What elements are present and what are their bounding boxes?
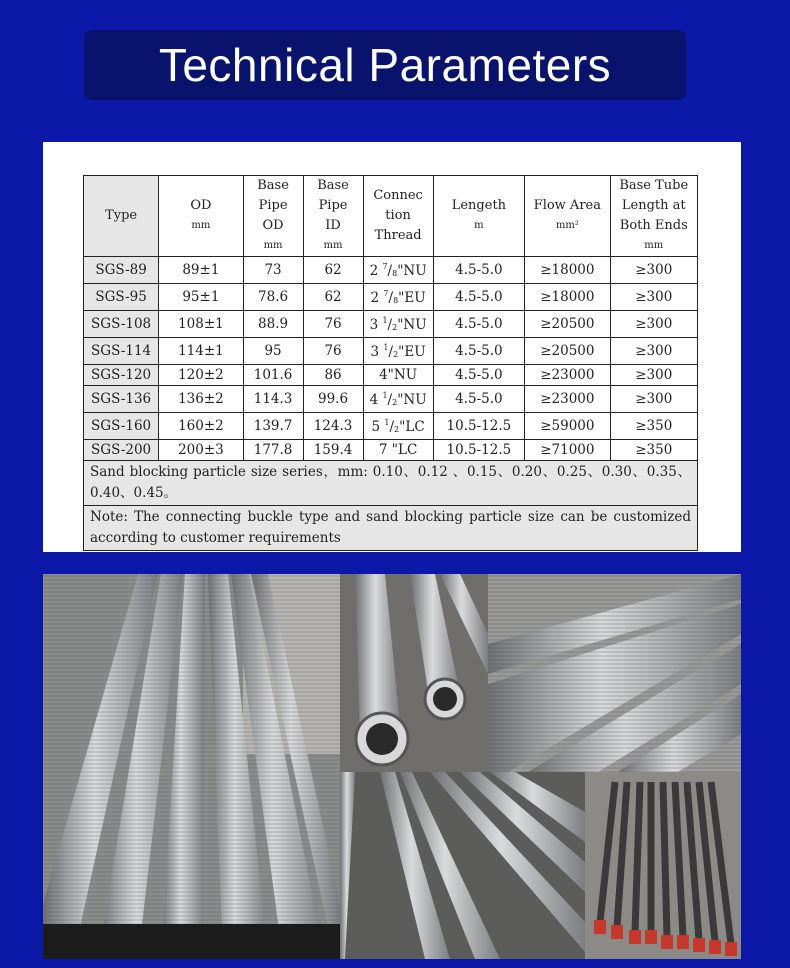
cell-od: 95±1 [159,284,243,311]
cell-od: 200±3 [159,440,243,461]
header-unit: mm [263,240,283,251]
cell-od: 120±2 [159,365,243,386]
thread-numerator: 1 [384,418,390,427]
cell-length: 4.5-5.0 [433,257,524,284]
table-row [84,386,698,413]
cell-length: 10.5-12.5 [433,440,524,461]
cell-base-id: 159.4 [303,440,363,461]
cell-length: 4.5-5.0 [433,284,524,311]
cell-ends: ≥300 [610,284,697,311]
cell-base-id: 86 [303,365,363,386]
header-unit: mm² [555,220,579,231]
cell-thread [363,365,433,386]
cell-thread [363,284,433,311]
cell-thread [363,257,433,284]
header-line: OD [262,218,284,233]
header-line: Base [317,178,349,193]
thread-whole: 4 [379,366,388,383]
cell-type: SGS-95 [84,284,159,311]
cell-flow: ≥71000 [525,440,610,461]
cell-base-od: 139.7 [243,413,303,440]
thread-suffix: "LC [387,441,418,458]
cell-od: 114±1 [159,338,243,365]
cell-base-od: 88.9 [243,311,303,338]
cell-base-od: 101.6 [243,365,303,386]
thread-denominator: 2 [392,323,398,332]
header-line: OD [190,198,212,213]
header-line: Pipe [258,198,288,213]
header-line: Length at [621,198,686,213]
cell-ends: ≥300 [610,386,697,413]
thread-denominator: 2 [392,398,398,407]
thread-suffix: "NU [397,392,427,408]
photo-screen-rows [340,772,585,959]
thread-denominator: 2 [394,425,400,434]
table-row [84,311,698,338]
cell-ends: ≥300 [610,257,697,284]
cell-ends: ≥300 [610,338,697,365]
cell-type: SGS-114 [84,338,159,365]
cell-thread [363,440,433,461]
customization-note-row [84,506,698,551]
cell-ends: ≥350 [610,413,697,440]
parameters-card [43,142,741,552]
thread-suffix: "LC [399,419,425,435]
table-row [84,257,698,284]
header-line: Pipe [318,198,348,213]
thread-numerator: 1 [382,316,388,325]
header-line: Lengeth [451,198,507,213]
header-unit: mm [191,220,211,231]
thread-suffix: "EU [398,344,426,360]
thread-slash: / [388,344,394,360]
thread-slash: / [388,290,394,306]
column-header [525,176,610,257]
cell-od: 136±2 [159,386,243,413]
photo-screen-stack [488,574,741,772]
column-header [303,176,363,257]
header-unit: m [474,220,484,231]
photo-screens-red-caps [585,772,741,959]
thread-suffix: "NU [397,317,427,333]
thread-denominator: 2 [393,350,399,359]
cell-base-od: 73 [243,257,303,284]
cell-base-id: 76 [303,338,363,365]
header-line: Connec [373,188,423,203]
cell-ends: ≥350 [610,440,697,461]
thread-suffix: "EU [398,290,426,306]
column-header [610,176,697,257]
column-header [433,176,524,257]
thread-suffix: "NU [387,366,418,383]
customization-note: Note: The connecting buckle type and sand blocking particle size can be customized according to customer requirements [84,506,698,551]
cell-base-id: 124.3 [303,413,363,440]
sand-size-note: Sand blocking particle size series，mm: 0.10、0.12 、0.15、0.20、0.25、0.30、0.35、0.40、0.45。 [84,461,698,506]
cell-length: 4.5-5.0 [433,338,524,365]
cell-type: SGS-160 [84,413,159,440]
cell-length: 4.5-5.0 [433,386,524,413]
sand-size-note-row [84,461,698,506]
header-line: Base Tube [619,178,689,193]
cell-base-id: 62 [303,257,363,284]
cell-ends: ≥300 [610,365,697,386]
thread-whole: 3 [369,317,379,333]
thread-slash: / [387,317,393,333]
table-row [84,365,698,386]
thread-whole: 2 [370,290,380,306]
header-line: tion [385,208,411,223]
cell-thread [363,311,433,338]
cell-base-od: 177.8 [243,440,303,461]
cell-type: SGS-136 [84,386,159,413]
table-row [84,284,698,311]
thread-denominator: 8 [393,296,399,305]
cell-thread [363,338,433,365]
column-header [363,176,433,257]
cell-type: SGS-89 [84,257,159,284]
header-line: Base [257,178,289,193]
cell-od: 160±2 [159,413,243,440]
cell-flow: ≥59000 [525,413,610,440]
title-banner [84,30,686,100]
header-line: Flow Area [533,198,601,213]
table-row [84,413,698,440]
cell-od: 89±1 [159,257,243,284]
product-photos [43,574,741,959]
cell-length: 4.5-5.0 [433,311,524,338]
header-line: ID [325,218,341,233]
thread-numerator: 7 [382,262,388,271]
thread-slash: / [387,392,393,408]
cell-type: SGS-108 [84,311,159,338]
header-unit: mm [323,240,343,251]
cell-od: 108±1 [159,311,243,338]
cell-length: 4.5-5.0 [433,365,524,386]
cell-flow: ≥20500 [525,311,610,338]
thread-suffix: "NU [397,263,427,279]
cell-flow: ≥23000 [525,365,610,386]
thread-numerator: 1 [382,391,388,400]
cell-type: SGS-200 [84,440,159,461]
thread-whole: 7 [378,441,388,458]
cell-thread [363,386,433,413]
header-line: Both Ends [619,218,688,233]
parameters-table [83,175,698,551]
thread-slash: / [387,263,393,279]
thread-whole: 5 [371,419,381,435]
header-line: Thread [374,228,422,243]
cell-ends: ≥300 [610,311,697,338]
header-line: Type [105,208,138,223]
page-title: Technical Parameters [158,39,612,91]
column-header [243,176,303,257]
table-row [84,440,698,461]
thread-whole: 2 [369,263,379,279]
header-row [84,176,698,257]
table-row [84,338,698,365]
thread-whole: 3 [370,344,380,360]
cell-flow: ≥18000 [525,257,610,284]
thread-numerator: 1 [383,343,389,352]
column-header [84,176,159,257]
cell-flow: ≥20500 [525,338,610,365]
thread-whole: 4 [369,392,379,408]
cell-base-id: 99.6 [303,386,363,413]
cell-length: 10.5-12.5 [433,413,524,440]
thread-denominator: 8 [392,269,398,278]
cell-base-id: 62 [303,284,363,311]
cell-thread [363,413,433,440]
photo-screen-ends [340,574,488,772]
cell-base-od: 78.6 [243,284,303,311]
photo-screens-floor [43,574,340,959]
cell-flow: ≥23000 [525,386,610,413]
thread-slash: / [389,419,395,435]
cell-type: SGS-120 [84,365,159,386]
cell-base-id: 76 [303,311,363,338]
thread-numerator: 7 [383,289,389,298]
column-header [159,176,243,257]
cell-base-od: 114.3 [243,386,303,413]
header-unit: mm [644,240,664,251]
cell-base-od: 95 [243,338,303,365]
cell-flow: ≥18000 [525,284,610,311]
